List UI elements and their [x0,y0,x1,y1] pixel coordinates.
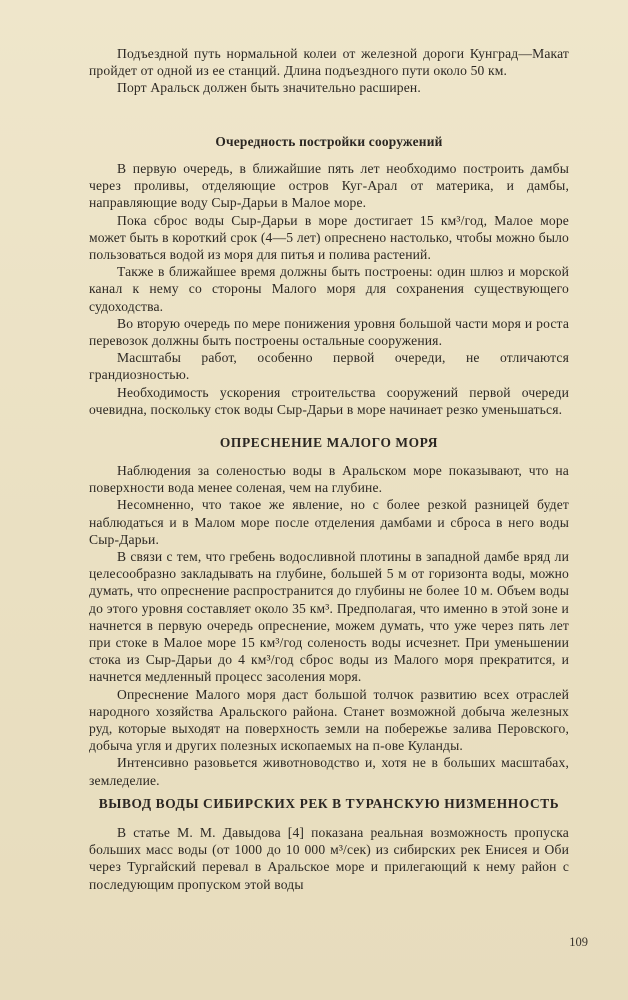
paragraph-economic-impact: Опреснение Малого моря даст большой толчок развитию всех отраслей народного хозяйства Аральского района. Станет возможной добыча железных руд, которые выходят на поверхность земли на побережье залива Перовского, добыча угля и других полезных ископаемых на п-ове Куланды. [89,686,569,754]
page-number: 109 [569,935,588,949]
paragraph-syr-darya-discharge: Пока сброс воды Сыр-Дарьи в море достигает 15 км³/год, Малое море может быть в короткий срок (4—5 лет) опреснено настолько, чтобы можно было пользоваться водой из моря для питья и полива растений. [89,212,569,263]
paragraph-acceleration: Необходимость ускорения строительства сооружений первой очереди очевидна, поскольку сток воды Сыр-Дарьи в море начинает резко уменьшаться. [89,384,569,417]
section-construction-order-body [89,160,569,418]
paragraph-dam-crest-depth: В связи с тем, что гребень водосливной плотины в западной дамбе вряд ли целесообразно закладывать на глубине, большей 5 м от горизонта воды, можно думать, что опреснение распространится до глубины не более 10 м. Объем воды до этого уровня составляет около 35 км³. Предполагая, что именно в этой зоне и начнется в первую очередь опреснение, можем думать, что уже через пять лет при стоке в Малое море 15 км³/год соленость воды исчезнет. При уменьшении стока из Сыр-Дарьи до 4 км³/год сброс воды из Малого моря прекратится, и начнется медленный процесс засоления моря. [89,549,569,685]
paragraph-livestock-agriculture: Интенсивно разовьется животноводство и, хотя не в больших масштабах, земледелие. [89,755,569,788]
section-siberian-rivers-body [89,824,569,893]
paragraph-salinity-observations: Наблюдения за соленостью воды в Аральском море показывают, что на поверхности вода менее соленая, чем на глубине. [89,463,569,496]
paragraph-port-aralsk: Порт Аральск должен быть значительно расширен. [117,80,421,96]
paragraph-davydov-article: В статье М. М. Давыдова [4] показана реальная возможность пропуска больших масс воды (от 1000 до 10 000 м³/сек) из сибирских рек Енисея и Оби через Тургайский перевал в Аральское море и прилегающий к нему район с последующим пропуском этой воды [89,825,569,892]
paragraph-second-stage: Во вторую очередь по мере понижения уровня большой части моря и роста перевозок должны быть построены остальные сооружения. [89,315,569,349]
section-desalination-body [89,462,569,789]
opening-paragraphs [89,45,569,97]
section-siberian-rivers [89,795,569,812]
section-desalination [89,434,569,451]
paragraph-small-sea-effect: Несомненно, что такое же явление, но с более резкой разницей будет наблюдаться и в Малом море после отделения дамбами и сброса в него воды Сыр-Дарьи. [89,497,569,547]
section-heading-siberian-rivers: ВЫВОД ВОДЫ СИБИРСКИХ РЕК В ТУРАНСКУЮ НИЗМЕННОСТЬ [98,796,560,811]
section-heading-desalination: ОПРЕСНЕНИЕ МАЛОГО МОРЯ [219,435,439,450]
paragraph-first-stage: В первую очередь, в ближайшие пять лет необходимо построить дамбы через проливы, отделяющие остров Куг-Арал от материка, и дамбы, направляющие воду Сыр-Дарьи в Малое море. [89,161,569,211]
paragraph-lock-and-canal: Также в ближайшее время должны быть построены: один шлюз и морской канал к нему со стороны Малого моря для сохранения существующего судоходства. [89,264,569,314]
paragraph-scale-of-works: Масштабы работ, особенно первой очереди, не отличаются грандиозностью. [89,350,569,383]
section-heading-construction-order: Очередность постройки сооружений [215,134,443,149]
paragraph-access-road: Подъездной путь нормальной колеи от железной дороги Кунград—Макат пройдет от одной из ее станций. Длина подъездного пути около 50 км. [89,46,569,79]
section-construction-order [89,133,569,150]
